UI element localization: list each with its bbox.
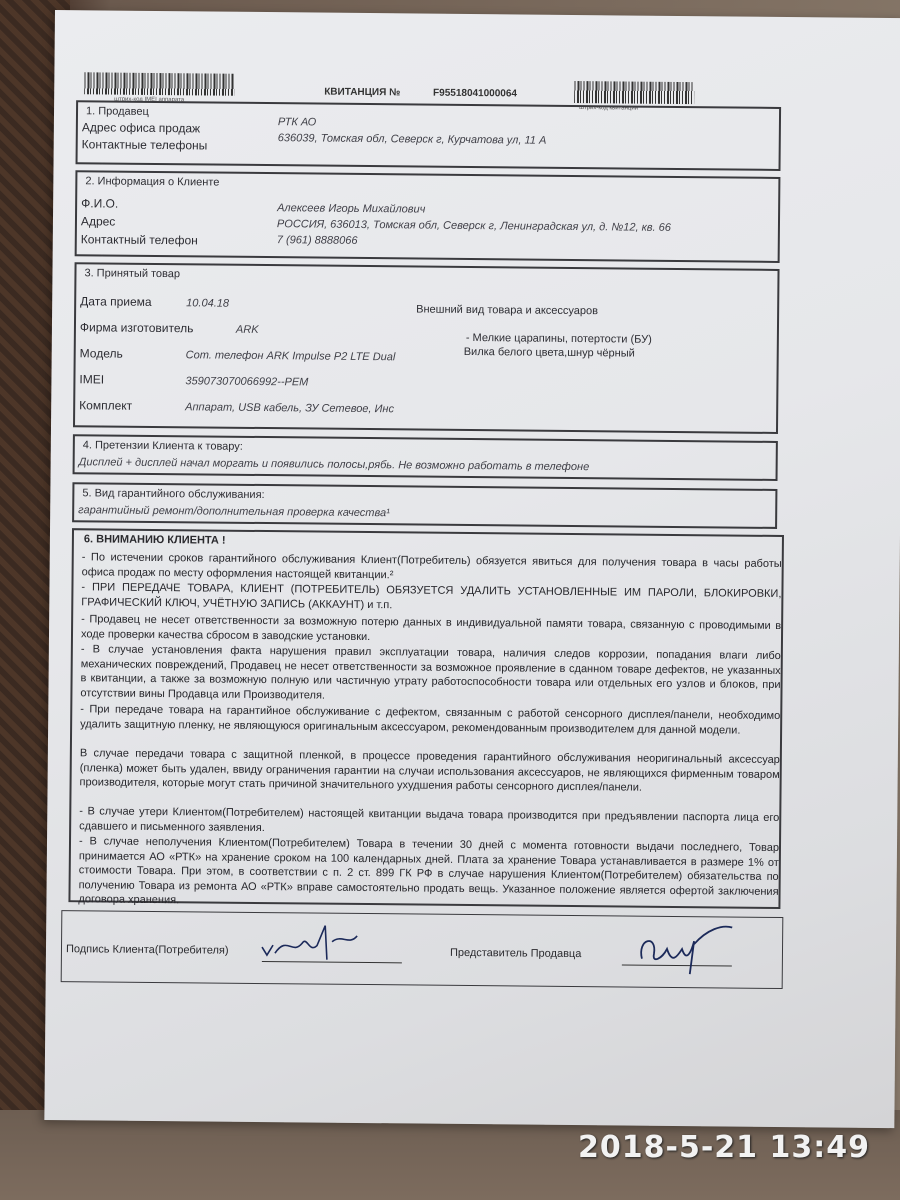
imei-value: 359073070066992--PEM bbox=[185, 375, 309, 389]
notice-paragraph: - В случае неполучения Клиентом(Потребителем) Товара в течении 30 дней с момента готовности выдачи последнего, Товар принимается АО «РТК» на хранение сроком на 100 календарных дней. Плата за хранение Товара устанавливается в размере 1% от стоимости Товара. При этом, в соответствии с п. 2 ст. 899 ГК РФ в случае нарушения Клиентом(Потребителем) обязательства по получению Товара из ремонта АО «РТК» вправе самостоятельно продать вещь. Указанное положение является офертой заключения договора хранения. bbox=[78, 835, 780, 907]
client-address-label: Адрес bbox=[80, 214, 116, 229]
claims-text: Дисплей + дисплей начал моргать и появились полосы,рябь. Не возможно работать в телефоне bbox=[78, 456, 590, 474]
notice-paragraph: - При передаче товара на гарантийное обслуживание с дефектом, связанным с работой сенсорного дисплея/панели, необходимо удалить защитную пленку, не являющуюся оригинальным аксессуаром, рекомендованным производителем для данной модели. bbox=[80, 703, 781, 737]
receipt-barcode bbox=[574, 81, 694, 104]
appearance-label: Внешний вид товара и аксессуаров bbox=[416, 303, 599, 318]
notice-paragraph: В случае передачи товара с защитной пленкой, в процессе проведения гарантийного обслуживания неоригинальный аксессуар (пленка) может быть удален, ввиду ограничения гарантии на случаи использования аксессуаров, не являющихся фирменным товаром производителя, которые могут стать причиной значительного ухудшения работы сенсорного дисплея/панели. bbox=[79, 747, 780, 794]
notice-paragraph: - В случае утери Клиентом(Потребителем) настоящей квитанции выдача товара производится при предъявлении паспорта лица его сдавшего и письменного заявления. bbox=[79, 805, 780, 834]
notice-paragraph: - В случае установления факта нарушения правил эксплуатации товара, наличия следов коррозии, попадания влаги либо механических повреждений, Продавец не несет ответственности за возможное проявление в сданном товаре дефектов, не указанных в квитанции, а также за возможную полную или частичную утрату работоспособности товара или отдельных его узлов и блоков, при отсутствии вины Продавца или Производителя. bbox=[80, 643, 781, 702]
notice-paragraph: - ПРИ ПЕРЕДАЧЕ ТОВАРА, КЛИЕНТ (ПОТРЕБИТЕЛЬ) ОБЯЗУЕТСЯ УДАЛИТЬ УСТАНОВЛЕННЫЕ ИМ ПАРОЛИ, БЛОКИРОВКИ, ГРАФИЧЕСКИЙ КЛЮЧ, УЧЁТНУЮ ЗАПИСЬ (АККАУНТ) и т.п. bbox=[81, 581, 782, 611]
seller-section bbox=[76, 100, 782, 171]
client-fio: Алексеев Игорь Михайлович bbox=[277, 202, 426, 216]
acceptance-date-label: Дата приема bbox=[80, 294, 152, 309]
imei-barcode-caption: штрих-код IMEI аппарата bbox=[114, 96, 185, 104]
signature-section bbox=[61, 910, 784, 989]
kit-label: Комплект bbox=[79, 398, 133, 413]
model-label: Модель bbox=[79, 346, 123, 361]
appearance-line-1: - Мелкие царапины, потертости (БУ) bbox=[465, 331, 652, 346]
client-header: 2. Информация о Клиенте bbox=[85, 175, 220, 189]
seller-name: РТК АО bbox=[277, 116, 317, 129]
client-signature bbox=[257, 915, 377, 966]
receipt-title-label: КВИТАНЦИЯ № bbox=[324, 86, 401, 99]
receipt-title bbox=[324, 87, 547, 100]
seller-address: 636039, Томская обл, Северск г, Курчатова ул, 11 А bbox=[277, 132, 547, 147]
goods-section bbox=[73, 262, 780, 434]
seller-signature bbox=[632, 919, 743, 980]
service-type-header: 5. Вид гарантийного обслуживания: bbox=[82, 487, 265, 502]
client-phone-label: Контактный телефон bbox=[80, 232, 198, 248]
service-type-text: гарантийный ремонт/дополнительная проверка качества¹ bbox=[78, 504, 390, 520]
acceptance-date: 10.04.18 bbox=[186, 297, 230, 310]
imei-label: IMEI bbox=[79, 372, 105, 387]
client-signature-label: Подпись Клиента(Потребителя) bbox=[65, 943, 229, 957]
photo-timestamp: 2018-5-21 13:49 bbox=[578, 1130, 870, 1165]
client-fio-label: Ф.И.О. bbox=[81, 196, 119, 211]
imei-barcode bbox=[84, 72, 234, 95]
contact-phones-label: Контактные телефоны bbox=[81, 137, 208, 153]
notice-title: 6. ВНИМАНИЮ КЛИЕНТА ! bbox=[83, 533, 226, 547]
claims-section bbox=[73, 434, 778, 481]
receipt-sheet bbox=[44, 10, 900, 1128]
manufacturer: ARK bbox=[235, 323, 259, 336]
claims-header: 4. Претензии Клиента к товару: bbox=[82, 439, 243, 453]
goods-header: 3. Принятый товар bbox=[84, 267, 181, 281]
receipt-number: F95518041000064 bbox=[432, 87, 518, 100]
client-section bbox=[75, 170, 781, 263]
notice-paragraph: - Продавец не несет ответственности за возможную потерю данных в индивидуальной памяти товара, связанную с проводимыми в ходе проверки качества сбросом в заводские установки. bbox=[80, 613, 782, 643]
appearance-line-2: Вилка белого цвета,шнур чёрный bbox=[463, 345, 635, 360]
manufacturer-label: Фирма изготовитель bbox=[79, 320, 194, 336]
seller-signature-label: Представитель Продавца bbox=[449, 946, 582, 961]
seller-header: 1. Продавец bbox=[85, 105, 149, 118]
client-address: РОССИЯ, 636013, Томская обл, Северск г, Ленинградская ул, д. №12, кв. 66 bbox=[276, 218, 671, 234]
client-notice-section bbox=[68, 528, 784, 909]
model: Сот. телефон ARK Impulse P2 LTE Dual bbox=[185, 349, 396, 364]
office-address-label: Адрес офиса продаж bbox=[81, 120, 201, 136]
kit-value: Аппарат, USB кабель, ЗУ Сетевое, Инс bbox=[185, 401, 395, 416]
service-type-section bbox=[72, 482, 777, 529]
receipt-barcode-caption: штрих-код квитанции bbox=[579, 105, 639, 112]
client-phone: 7 (961) 8888066 bbox=[276, 234, 358, 247]
notice-paragraph: - По истечении сроков гарантийного обслуживания Клиент(Потребитель) обязуется явиться для получения товара в часы работы офиса продаж по месту оформления настоящей квитанции.² bbox=[81, 551, 782, 581]
